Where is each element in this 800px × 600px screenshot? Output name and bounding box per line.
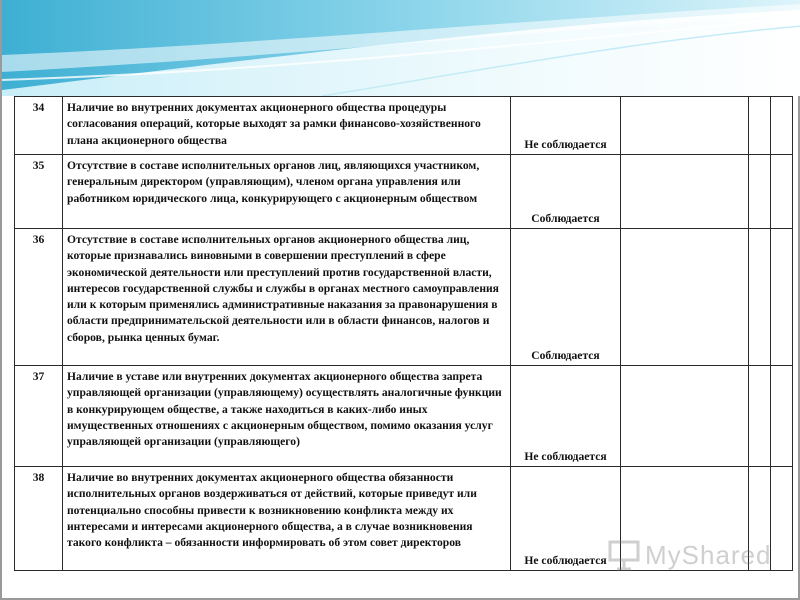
presentation-icon [607, 538, 641, 572]
empty-cell [771, 229, 793, 366]
empty-cell [771, 366, 793, 467]
empty-cell [621, 97, 749, 155]
empty-cell [621, 366, 749, 467]
watermark [607, 535, 782, 575]
row-description: Отсутствие в составе исполнительных органов лиц, являющихся участником, генеральным директором (управляющим), членом органа управления или работником юридического лица, конкурирующего с акционерным обществом [63, 155, 511, 229]
empty-cell [749, 366, 771, 467]
row-status [511, 155, 621, 229]
status-text: Не соблюдается [524, 553, 607, 567]
empty-cell [621, 155, 749, 229]
compliance-table [14, 96, 793, 571]
row-number: 37 [15, 366, 63, 467]
row-number: 36 [15, 229, 63, 366]
table-row [15, 366, 793, 467]
empty-cell [621, 229, 749, 366]
empty-cell [749, 229, 771, 366]
status-text: Не соблюдается [524, 449, 607, 463]
empty-cell [749, 97, 771, 155]
row-status [511, 229, 621, 366]
table-row [15, 97, 793, 155]
empty-cell [771, 97, 793, 155]
row-description: Наличие во внутренних документах акционерного общества процедуры согласования операций, которые выходят за рамки финансово-хозяйственного плана акционерного общества [63, 97, 511, 155]
row-number: 35 [15, 155, 63, 229]
watermark-text: MyShared [645, 539, 772, 570]
row-status [511, 467, 621, 571]
status-text: Не соблюдается [524, 137, 607, 151]
status-text: Соблюдается [531, 348, 600, 362]
header-decoration [2, 0, 800, 96]
row-status [511, 366, 621, 467]
row-number: 38 [15, 467, 63, 571]
empty-cell [771, 155, 793, 229]
row-description: Наличие в уставе или внутренних документах акционерного общества запрета управляющей организации (управляющему) осуществлять аналогичные функции в конкурирующем обществе, а также находиться в каких-либо иных имущественных отношениях с акционерным обществом, помимо оказания услуг управляющей организации (управляющего) [63, 366, 511, 467]
table-row [15, 155, 793, 229]
status-text: Соблюдается [531, 211, 600, 225]
row-description: Наличие во внутренних документах акционерного общества обязанности исполнительных органов воздерживаться от действий, которые приведут или потенциально способны привести к возникновению конфликта между их интересами и интересами акционерного общества, а в случае возникновения такого конфликта – обязанности информировать об этом совет директоров [63, 467, 511, 571]
row-status [511, 97, 621, 155]
empty-cell [749, 155, 771, 229]
table-row [15, 229, 793, 366]
row-number: 34 [15, 97, 63, 155]
row-description: Отсутствие в составе исполнительных органов акционерного общества лиц, которые признавались виновными в совершении преступлений в сфере экономической деятельности или преступлений против государственной власти, интересов государственной службы и службы в органах местного самоуправления или к которым применялись административные наказания за правонарушения в области предпринимательской деятельности или в области финансов, налогов и сборов, рынка ценных бумаг. [63, 229, 511, 366]
